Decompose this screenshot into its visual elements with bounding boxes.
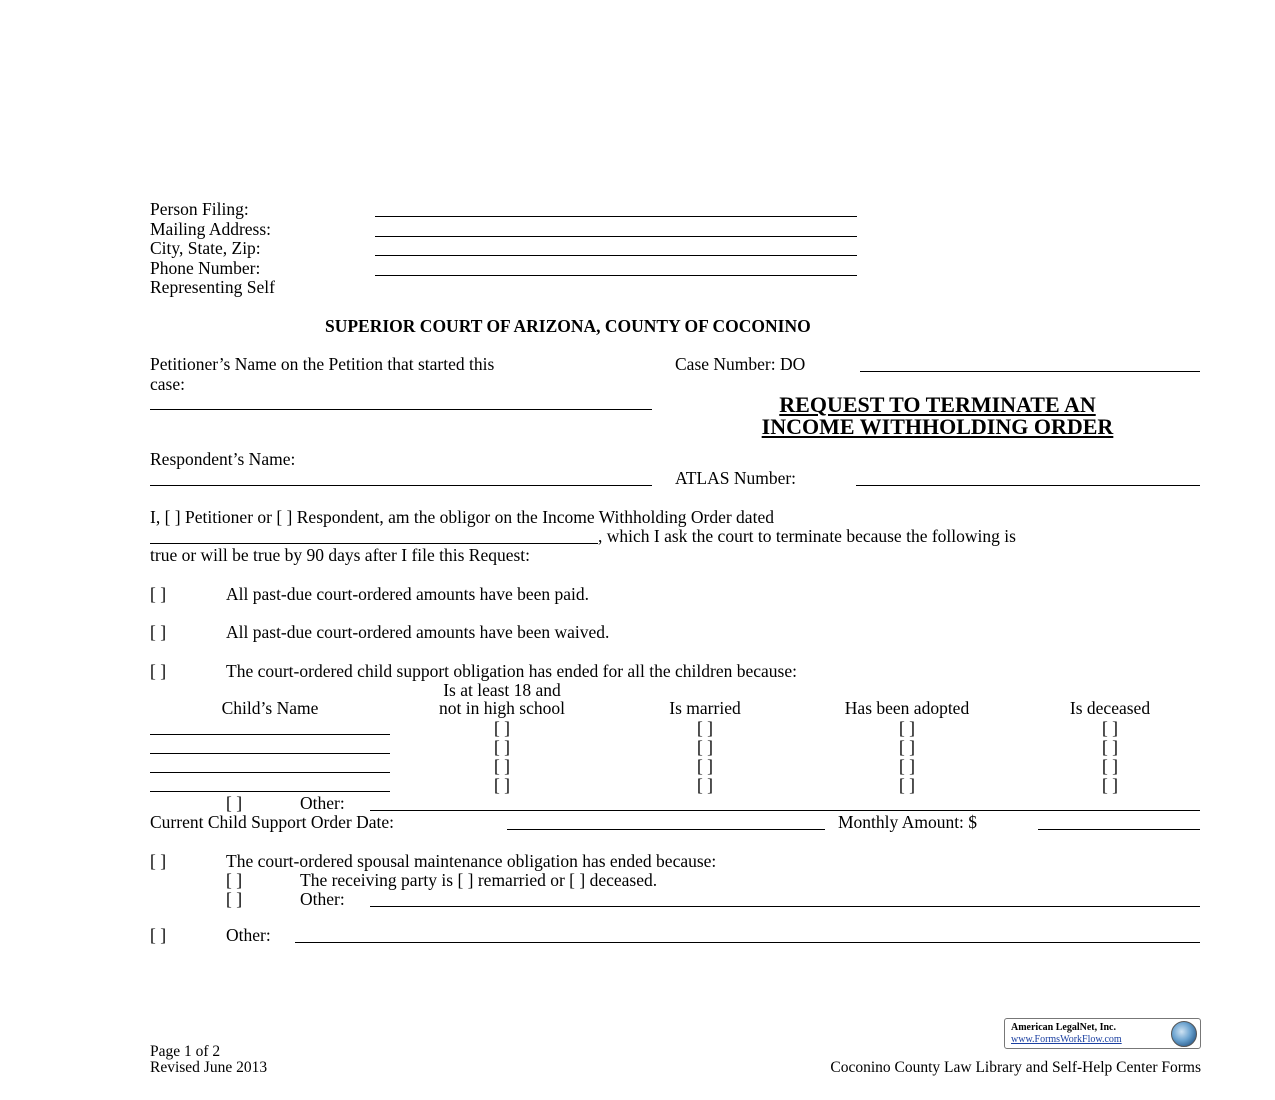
header-married: Is married [669, 698, 741, 718]
case-number-label: Case Number: DO [675, 354, 806, 374]
petitioner-label-line1: Petitioner’s Name on the Petition that started this [150, 354, 495, 374]
child-other-checkbox[interactable]: [ ] [226, 793, 243, 813]
child-other-label: Other: [300, 793, 345, 813]
library-footer: Coconino County Law Library and Self-Help Center Forms [830, 1059, 1201, 1076]
intro-line1: I, [ ] Petitioner or [ ] Respondent, am the obligor on the Income Withholding Order dated [150, 507, 774, 527]
form-title-line1: REQUEST TO TERMINATE AN [779, 392, 1096, 417]
age-checkbox[interactable]: [ ] [493, 775, 511, 795]
respondent-label: Respondent’s Name: [150, 449, 296, 469]
married-checkbox[interactable]: [ ] [696, 718, 714, 738]
logo-url-link[interactable]: www.FormsWorkFlow.com [1011, 1034, 1122, 1045]
case-number-field[interactable] [860, 371, 1200, 372]
monthly-amount-field[interactable] [1038, 829, 1200, 830]
city-state-zip-field[interactable] [375, 255, 857, 256]
header-deceased: Is deceased [1069, 698, 1151, 718]
other-field[interactable] [295, 942, 1200, 943]
receiving-party-text: The receiving party is [ ] remarried or [ ] deceased. [300, 870, 658, 890]
deceased-checkbox[interactable]: [ ] [1101, 718, 1119, 738]
atlas-number-field[interactable] [856, 485, 1200, 486]
globe-icon [1171, 1021, 1197, 1047]
revised-date: Revised June 2013 [150, 1059, 268, 1076]
adopted-checkbox[interactable]: [ ] [898, 737, 916, 757]
paid-checkbox[interactable]: [ ] [150, 584, 167, 604]
header-childs-name: Child’s Name [221, 698, 319, 718]
child-support-text: The court-ordered child support obligation has ended for all the children because: [226, 661, 797, 681]
support-order-date-label: Current Child Support Order Date: [150, 812, 394, 832]
child-other-field[interactable] [370, 810, 1200, 811]
spousal-checkbox[interactable]: [ ] [150, 851, 167, 871]
logo-company: American LegalNet, Inc. [1011, 1022, 1116, 1033]
representing-self-label: Representing Self [150, 277, 275, 297]
age-checkbox[interactable]: [ ] [493, 756, 511, 776]
intro-line2: , which I ask the court to terminate because the following is [598, 526, 1016, 546]
adopted-checkbox[interactable]: [ ] [898, 756, 916, 776]
spousal-other-checkbox[interactable]: [ ] [226, 889, 243, 909]
married-checkbox[interactable]: [ ] [696, 756, 714, 776]
support-order-date-field[interactable] [507, 829, 825, 830]
phone-number-label: Phone Number: [150, 258, 261, 278]
married-checkbox[interactable]: [ ] [696, 775, 714, 795]
spousal-other-field[interactable] [370, 906, 1200, 907]
married-checkbox[interactable]: [ ] [696, 737, 714, 757]
header-adopted: Has been adopted [844, 698, 970, 718]
city-state-zip-label: City, State, Zip: [150, 238, 261, 258]
intro-line3: true or will be true by 90 days after I file this Request: [150, 545, 531, 565]
person-filing-field[interactable] [375, 216, 857, 217]
court-heading: SUPERIOR COURT OF ARIZONA, COUNTY OF COCONINO [325, 316, 811, 336]
deceased-checkbox[interactable]: [ ] [1101, 737, 1119, 757]
petitioner-name-field[interactable] [150, 409, 652, 410]
child-name-field[interactable] [150, 734, 390, 735]
deceased-checkbox[interactable]: [ ] [1101, 775, 1119, 795]
mailing-address-label: Mailing Address: [150, 219, 272, 239]
form-title-line2: INCOME WITHHOLDING ORDER [761, 414, 1114, 439]
person-filing-label: Person Filing: [150, 199, 249, 219]
adopted-checkbox[interactable]: [ ] [898, 718, 916, 738]
american-legalnet-logo[interactable] [1004, 1018, 1201, 1049]
waived-checkbox[interactable]: [ ] [150, 622, 167, 642]
spousal-text: The court-ordered spousal maintenance obligation has ended because: [226, 851, 717, 871]
other-checkbox[interactable]: [ ] [150, 925, 167, 945]
deceased-checkbox[interactable]: [ ] [1101, 756, 1119, 776]
other-label: Other: [226, 925, 271, 945]
header-age-line1: Is at least 18 and [443, 680, 561, 700]
waived-text: All past-due court-ordered amounts have been waived. [226, 622, 610, 642]
paid-text: All past-due court-ordered amounts have been paid. [226, 584, 589, 604]
monthly-amount-label: Monthly Amount: $ [838, 812, 978, 832]
page-number: Page 1 of 2 [150, 1043, 221, 1060]
adopted-checkbox[interactable]: [ ] [898, 775, 916, 795]
child-name-field[interactable] [150, 791, 390, 792]
order-date-field[interactable] [150, 543, 598, 544]
petitioner-label-line2: case: [150, 374, 185, 394]
respondent-name-field[interactable] [150, 485, 652, 486]
phone-number-field[interactable] [375, 275, 857, 276]
header-age-line2: not in high school [439, 698, 565, 718]
child-support-checkbox[interactable]: [ ] [150, 661, 167, 681]
receiving-party-checkbox[interactable]: [ ] [226, 870, 243, 890]
child-name-field[interactable] [150, 753, 390, 754]
spousal-other-label: Other: [300, 889, 345, 909]
age-checkbox[interactable]: [ ] [493, 718, 511, 738]
atlas-number-label: ATLAS Number: [675, 468, 797, 488]
age-checkbox[interactable]: [ ] [493, 737, 511, 757]
child-name-field[interactable] [150, 772, 390, 773]
mailing-address-field[interactable] [375, 236, 857, 237]
